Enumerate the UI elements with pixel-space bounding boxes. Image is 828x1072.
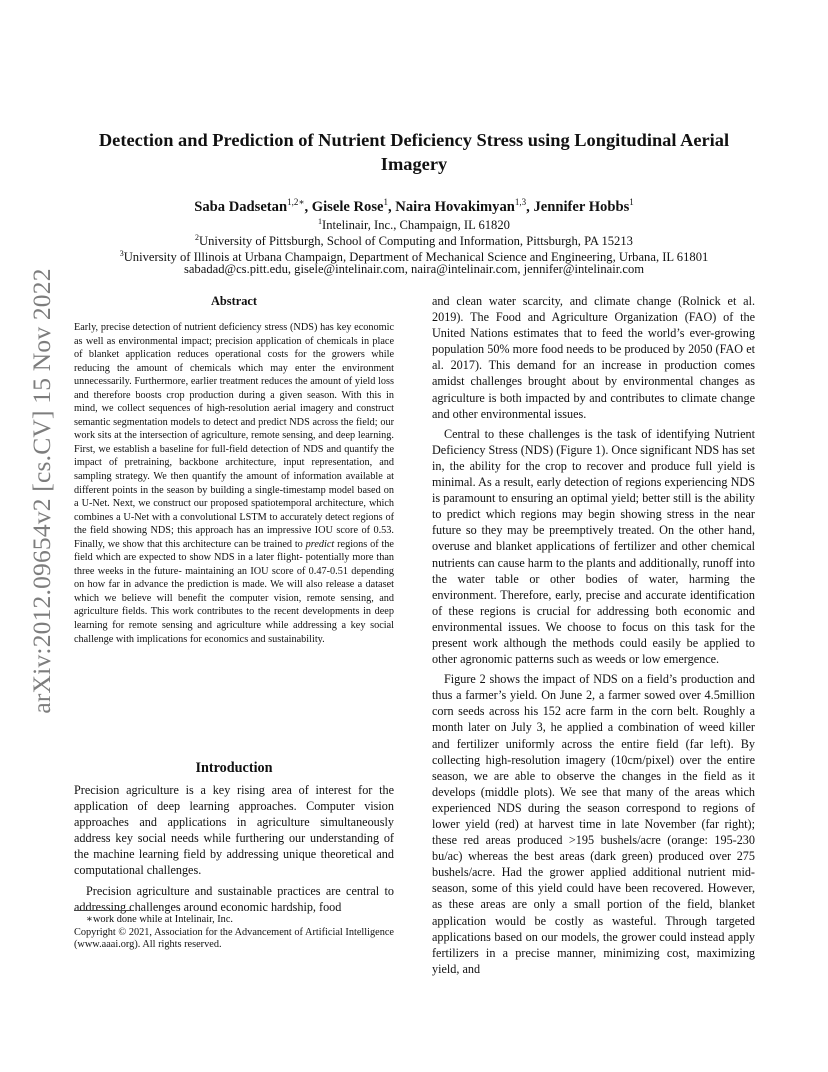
paragraph: Central to these challenges is the task of identifying Nutrient Deficiency Stress (NDS) (Figure 1). Once significant NDS has set in, the ability for the crop to recover and produce full yield is minimal. As a result, early detection of regions experiencing NDS is paramount to ensuring an optimal yield; better still is the ability to predict which regions may begin showing stress in the near future so they may be preemptively treated. On the other hand, overuse and blanket applications of fertilizer and other chemical nutrients can cause harm to the plants and additionally, runoff into the water table or other bodies of water, harming the environment. Therefore, early, precise and accurate identification of these regions is crucial for addressing both economic and environmental issues. We choose to focus on this task for the present work although the methods could easily be applied to other agronomic patterns such as weeds or low emergence. [432, 426, 755, 667]
affiliation-text: Intelinair, Inc., Champaign, IL 61820 [322, 218, 510, 233]
affiliation-marker: 1 [318, 217, 323, 226]
author-name: Gisele Rose [311, 198, 384, 215]
paragraph: Figure 2 shows the impact of NDS on a field’s production and thus a farmer’s yield. On June 2, a farmer sowed over 4.5million corn seeds across his 152 acre farm in the corn belt. Roughly a month later on July 3, he applied a combination of weed killer and fertilizer uniformly across the entire field (far left). By collecting high-resolution imagery (10cm/pixel) over the entire season, we are able to observe the changes in the field as it develops (middle plots). We see that many of the areas which experienced NDS during the season correspond to regions of lower yield (red) at harvest time in late November (far right); these red areas produced >195 bushels/acre (orange: 195-230 bu/ac) whereas the best areas (dark green) produced over 275 bushels/acre. Had the grower applied additional nutrient mid-season, some of this yield could have been recovered. However, as these areas are only a small portion of the field, blanket application would be costly as wasteful. Through targeted applications based on our models, the grower could instead apply fertilizers in a precise manner, minimizing cost, maximizing yield, and [432, 672, 755, 976]
author-separator: , [388, 198, 396, 215]
abstract-text: regions of the field which are expected to show NDS in a later flight- potentially more than three weeks in the future- maintaining an IOU score of 0.47-0.51 depending on how far in advance the prediction is made. We will also release a dataset which we believe will benefit the computer vision, remote sensing, and agriculture fields. This work contributes to the recent developments in deep learning for remote sensing and agriculture while addressing a key social challenge with implications for economics and sustainability. [74, 538, 394, 645]
affiliation-marker: 3 [119, 249, 124, 258]
footnote-rule [74, 910, 134, 911]
affiliation-text: University of Illinois at Urbana Champaign, Department of Mechanical Science and Engineering, Urbana, IL 61801 [123, 250, 709, 265]
paper-title: Detection and Prediction of Nutrient Deficiency Stress using Longitudinal Aerial Imagery [98, 130, 730, 174]
affiliation-marker: 2 [195, 233, 200, 242]
author-affil-marker: 1,3 [514, 197, 527, 207]
paragraph: Precision agriculture is a key rising area of interest for the application of deep learning approaches. Computer vision approaches and applications in agriculture simultaneously address key social needs while furthering our understanding of the machine learning field by addressing unique theoretical and computational challenges. [74, 783, 394, 878]
arxiv-stamp [20, 256, 64, 726]
abstract-body [74, 321, 394, 646]
abstract-emphasis: predict [305, 538, 335, 550]
author-name: Naira Hovakimyan [395, 198, 515, 215]
author-affil-marker: 1 [383, 197, 388, 207]
author-separator: , [304, 198, 312, 215]
author-emails: sabadad@cs.pitt.edu, gisele@intelinair.com, naira@intelinair.com, jennifer@intelinair.com [183, 262, 645, 276]
introduction-body [74, 782, 394, 915]
affiliation-text: University of Pittsburgh, School of Computing and Information, Pittsburgh, PA 15213 [199, 234, 633, 249]
footnote-work: ∗work done while at Intelinair, Inc. [86, 914, 233, 925]
paragraph: and clean water scarcity, and climate change (Rolnick et al. 2019). The Food and Agriculture Organization (FAO) of the United Nations estimates that to feed the world’s ever-growing population 50% more food needs to be produced by 2050 (FAO et al. 2017). This demand for an increase in production comes amidst challenges brought about by environmental changes as agriculture is both impacted by and contributes to climate change and other environmental issues. [432, 294, 755, 421]
author-affil-marker: 1 [629, 197, 634, 207]
introduction-heading: Introduction [195, 760, 273, 776]
author-affil-marker: 1,2∗ [287, 197, 305, 207]
abstract-text: Early, precise detection of nutrient deficiency stress (NDS) has key economic as well as environmental impact; precision application of chemicals in place of blanket application reduces operational costs for the growers while reducing the amount of chemicals which may enter the environment unnecessarily. Furthermore, earlier treatment reduces the amount of yield loss and therefore boosts crop production during a given season. With this in mind, we collect sequences of high-resolution aerial imagery and construct semantic segmentation models to detect and predict NDS across the field; our work sits at the intersection of agriculture, remote sensing, and deep learning. First, we establish a baseline for full-field detection of NDS and quantify the impact of pretraining, backbone architecture, input representation, and sampling strategy. We then quantify the amount of information available at different points in the season by building a single-timestamp model based on a U-Net. Next, we construct our proposed spatiotemporal architecture, which combines a U-Net with a convolutional LSTM to accurately detect regions of the field showing NDS; this approach has an impressive IOU score of 0.53. Finally, we show that this architecture can be trained to [74, 322, 394, 550]
copyright-notice: Copyright © 2021, Association for the Advancement of Artificial Intelligence (www.aaai.org). All rights reserved. [74, 926, 394, 951]
footnotes [74, 914, 394, 952]
arxiv-stamp-text: arXiv:2012.09654v2 [cs.CV] 15 Nov 2022 [27, 268, 56, 714]
paragraph: Precision agriculture and sustainable practices are central to addressing challenges around economic hardship, food [74, 883, 394, 914]
author-name: Jennifer Hobbs [533, 198, 630, 215]
abstract-heading: Abstract [210, 294, 258, 308]
author-separator: , [526, 198, 534, 215]
right-column-body [432, 293, 755, 977]
author-name: Saba Dadsetan [194, 198, 288, 215]
